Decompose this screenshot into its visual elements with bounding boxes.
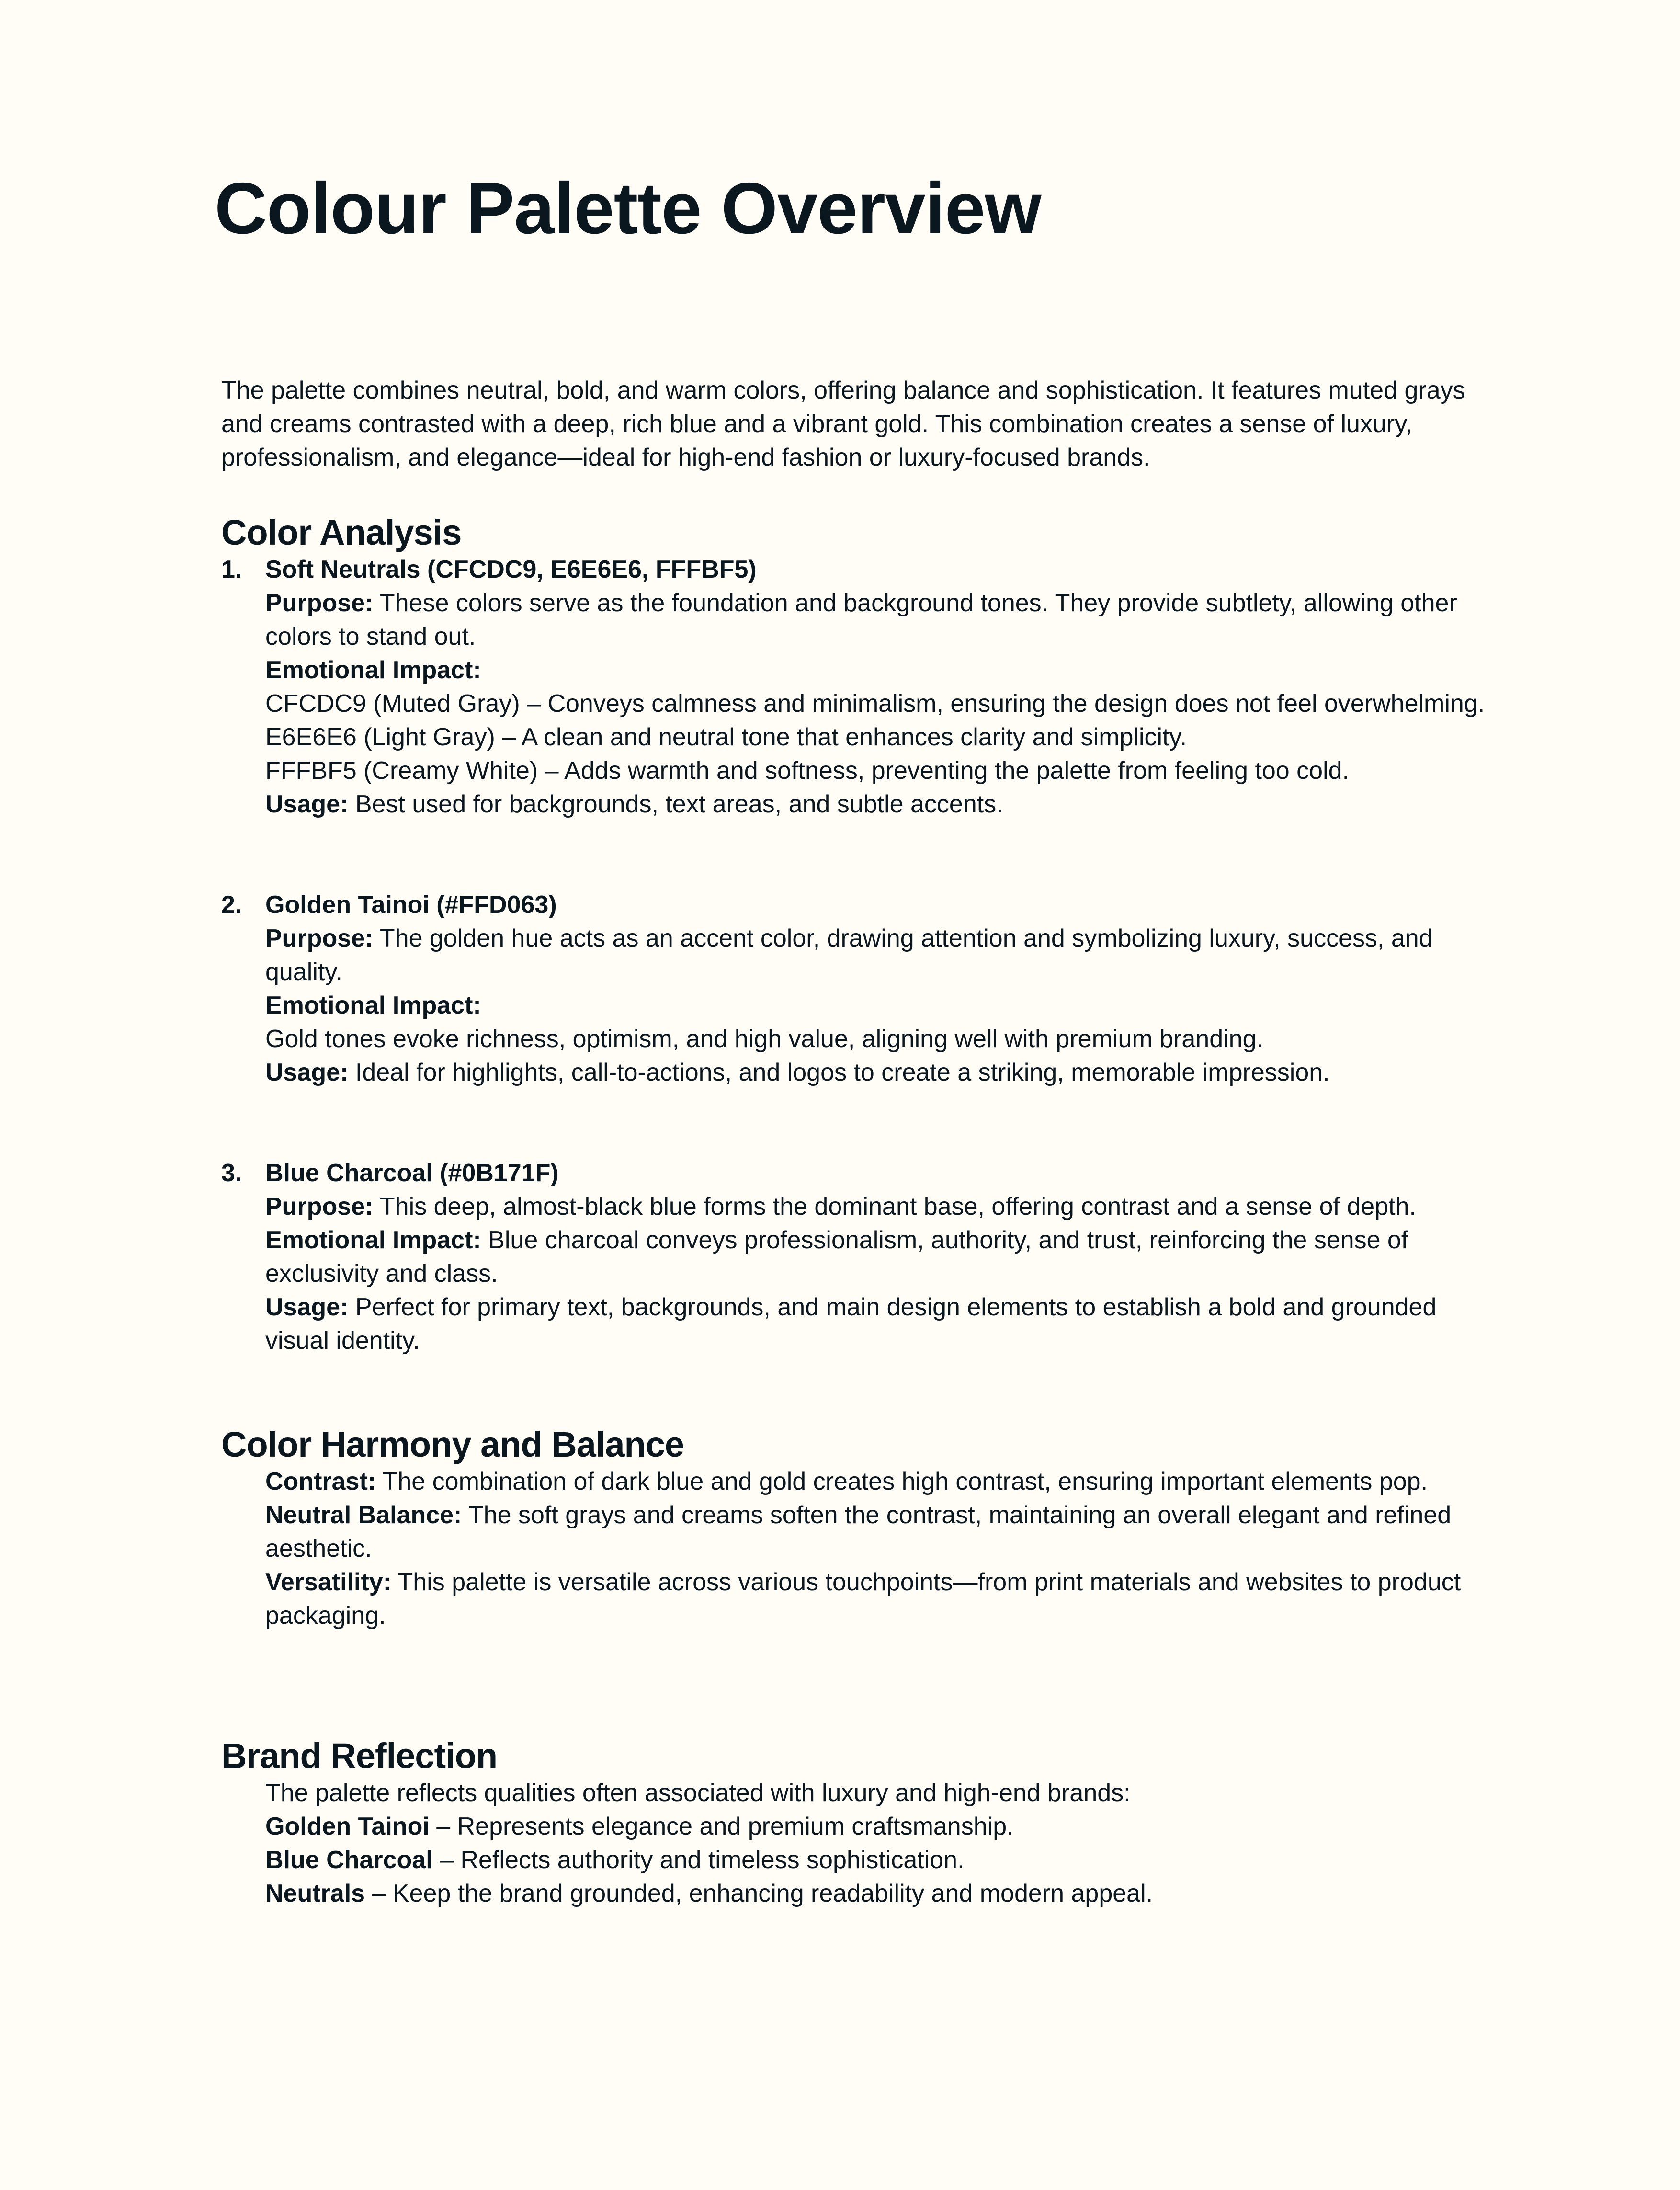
usage-text: Ideal for highlights, call-to-actions, and logos to create a striking, memorable impression.: [355, 1059, 1330, 1086]
emotional-line: E6E6E6 (Light Gray) – A clean and neutral tone that enhances clarity and simplicity.: [265, 723, 1187, 751]
brand-text: – Reflects authority and timeless sophistication.: [440, 1846, 965, 1874]
item-heading: Blue Charcoal (#0B171F): [265, 1159, 559, 1187]
page-title: Colour Palette Overview: [215, 168, 1041, 249]
harmony-text: This palette is versatile across various touchpoints—from print materials and websites to product packaging.: [265, 1568, 1461, 1630]
emotional-label: Emotional Impact:: [265, 1226, 481, 1254]
color-analysis-heading: Color Analysis: [221, 513, 462, 552]
emotional-label-text: Emotional Impact:: [265, 992, 481, 1019]
color-item-golden-tainoi: [221, 888, 1486, 1089]
harmony-text: The combination of dark blue and gold creates high contrast, ensuring important elements pop.: [382, 1468, 1428, 1495]
item-heading: Soft Neutrals (CFCDC9, E6E6E6, FFFBF5): [265, 556, 757, 583]
usage-label: Usage:: [265, 790, 349, 818]
purpose-label: Purpose:: [265, 1193, 374, 1220]
brand-item-golden-tainoi: [265, 1810, 1486, 1843]
spacer: [221, 1089, 1486, 1156]
spacer: [221, 1632, 1486, 1736]
item-heading: Golden Tainoi (#FFD063): [265, 891, 557, 919]
purpose-text: These colors serve as the foundation and background tones. They provide subtlety, allowing other colors to stand out.: [265, 589, 1457, 650]
spacer: [221, 821, 1486, 888]
brand-item-blue-charcoal: [265, 1843, 1486, 1877]
brand-text: – Represents elegance and premium craftsmanship.: [436, 1813, 1014, 1840]
emotional-label-text: Emotional Impact:: [265, 656, 481, 684]
usage-line: [265, 787, 1486, 821]
color-item-blue-charcoal: [221, 1156, 1486, 1357]
brand-heading: Brand Reflection: [221, 1736, 498, 1776]
intro-paragraph: The palette combines neutral, bold, and warm colors, offering balance and sophistication. It features muted grays and creams contrasted with a deep, rich blue and a vibrant gold. This combination creates a sense of luxury, professionalism, and elegance—ideal for high-end fashion or luxury-focused brands.: [221, 376, 1465, 471]
emotional-line: [265, 1223, 1486, 1290]
harmony-list: [221, 1465, 1486, 1632]
brand-section: [221, 1736, 1486, 1910]
purpose-line: [265, 586, 1486, 653]
usage-line: [265, 1290, 1486, 1357]
brand-intro: The palette reflects qualities often associated with luxury and high-end brands:: [265, 1779, 1131, 1807]
emotional-line: CFCDC9 (Muted Gray) – Conveys calmness and minimalism, ensuring the design does not feel overwhelming.: [265, 690, 1485, 718]
usage-label: Usage:: [265, 1059, 349, 1086]
spacer: [221, 1357, 1486, 1425]
color-analysis-section: [221, 513, 1486, 1357]
harmony-item-contrast: [265, 1465, 1486, 1498]
document-body: [221, 374, 1486, 1910]
brand-label: Blue Charcoal: [265, 1846, 433, 1874]
brand-label: Neutrals: [265, 1880, 365, 1907]
usage-text: Best used for backgrounds, text areas, and subtle accents.: [355, 790, 1003, 818]
harmony-heading: Color Harmony and Balance: [221, 1425, 684, 1464]
harmony-section: [221, 1425, 1486, 1632]
purpose-label: Purpose:: [265, 589, 374, 617]
emotional-label: [265, 653, 1486, 687]
item-number: 3.: [221, 1159, 242, 1187]
harmony-item-versatility: [265, 1565, 1486, 1632]
emotional-line: Gold tones evoke richness, optimism, and high value, aligning well with premium branding.: [265, 1025, 1263, 1053]
harmony-item-neutral-balance: [265, 1498, 1486, 1565]
purpose-text: This deep, almost-black blue forms the dominant base, offering contrast and a sense of depth.: [379, 1193, 1416, 1220]
harmony-text: The soft grays and creams soften the contrast, maintaining an overall elegant and refined aesthetic.: [265, 1501, 1452, 1563]
emotional-label: [265, 989, 1486, 1022]
item-number: 2.: [221, 891, 242, 919]
brand-text: – Keep the brand grounded, enhancing readability and modern appeal.: [372, 1880, 1153, 1907]
harmony-label: Contrast:: [265, 1468, 376, 1495]
brand-list: [221, 1776, 1486, 1910]
harmony-label: Versatility:: [265, 1568, 392, 1596]
item-number: 1.: [221, 556, 242, 583]
purpose-text: The golden hue acts as an accent color, drawing attention and symbolizing luxury, success, and quality.: [265, 924, 1433, 986]
brand-item-neutrals: [265, 1877, 1486, 1910]
emotional-text: Blue charcoal conveys professionalism, authority, and trust, reinforcing the sense of exclusivity and class.: [265, 1226, 1408, 1288]
usage-text: Perfect for primary text, backgrounds, and main design elements to establish a bold and grounded visual identity.: [265, 1293, 1437, 1355]
usage-label: Usage:: [265, 1293, 349, 1321]
brand-label: Golden Tainoi: [265, 1813, 430, 1840]
color-analysis-list: [221, 553, 1486, 1357]
emotional-line: FFFBF5 (Creamy White) – Adds warmth and softness, preventing the palette from feeling too cold.: [265, 757, 1350, 785]
color-item-soft-neutrals: [221, 553, 1486, 821]
purpose-line: [265, 1190, 1486, 1223]
purpose-line: [265, 922, 1486, 989]
purpose-label: Purpose:: [265, 924, 374, 952]
usage-line: [265, 1056, 1486, 1089]
harmony-label: Neutral Balance:: [265, 1501, 462, 1529]
